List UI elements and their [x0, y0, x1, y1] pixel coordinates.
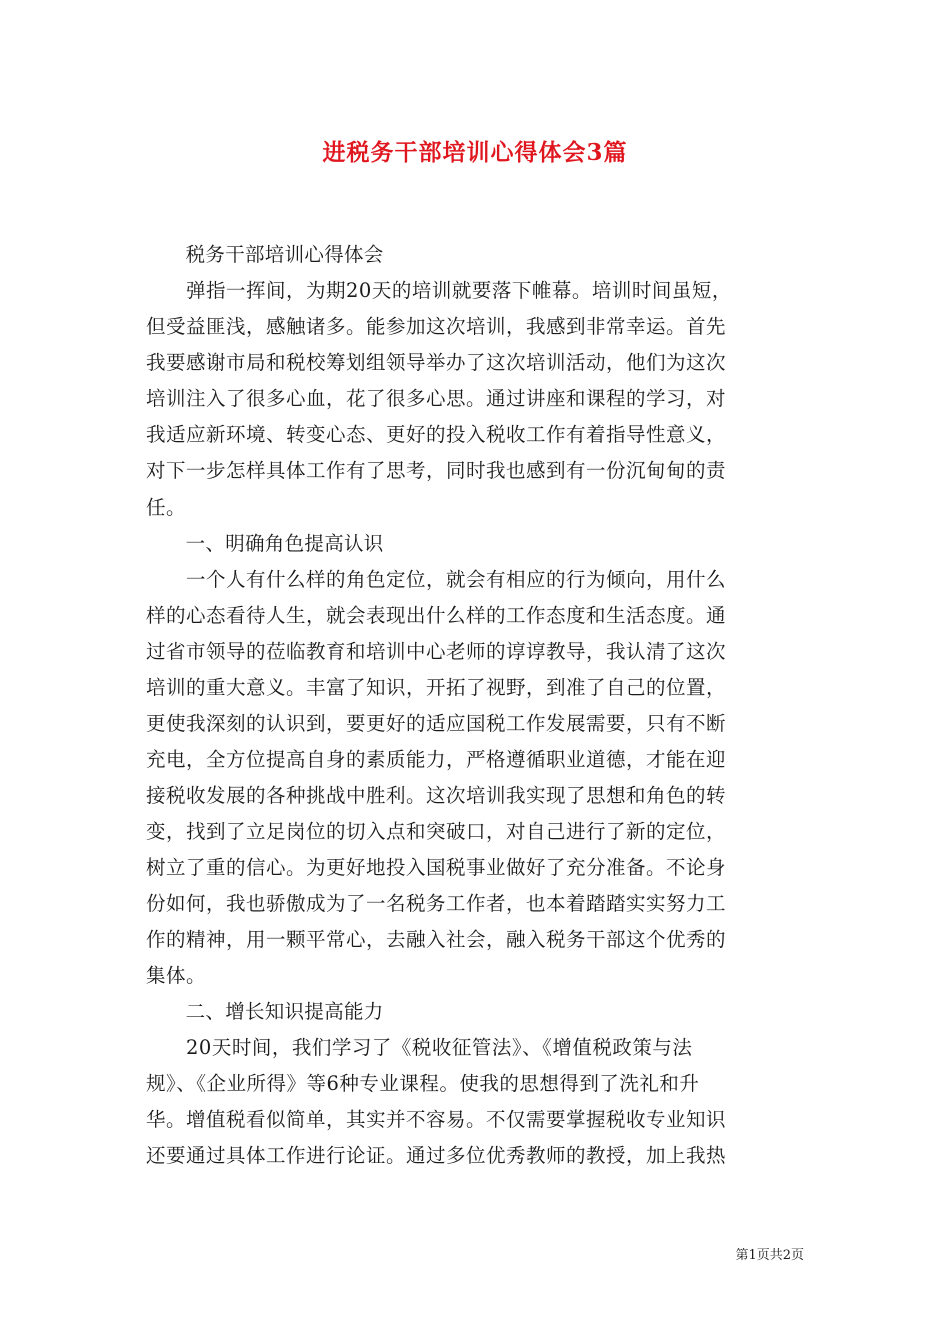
paragraph-line: 培训的重大意义。丰富了知识，开拓了视野，到准了自己的位置， — [146, 676, 727, 699]
page-number: 第1页共2页 — [735, 1248, 804, 1263]
paragraph-line: 任。 — [146, 496, 187, 519]
section-heading: 一、明确角色提高认识 — [146, 532, 384, 555]
paragraph-line: 充电，全方位提高自身的素质能力，严格遵循职业道德，才能在迎 — [146, 748, 727, 771]
paragraph-line: 变，找到了立足岗位的切入点和突破口，对自己进行了新的定位， — [146, 820, 727, 843]
paragraph-line: 还要通过具体工作进行论证。通过多位优秀教师的教授，加上我热 — [146, 1144, 727, 1167]
paragraph-line: 20天时间，我们学习了《税收征管法》、《增值税政策与法 — [146, 1036, 693, 1059]
paragraph-line: 我要感谢市局和税校筹划组领导举办了这次培训活动，他们为这次 — [146, 351, 727, 374]
paragraph-line: 我适应新环境、转变心态、更好的投入税收工作有着指导性意义， — [146, 423, 727, 446]
paragraph-line: 更使我深刻的认识到，要更好的适应国税工作发展需要，只有不断 — [146, 712, 727, 735]
paragraph-line: 一个人有什么样的角色定位，就会有相应的行为倾向，用什么 — [146, 568, 727, 591]
paragraph-line: 集体。 — [146, 964, 207, 987]
paragraph-line: 作的精神，用一颗平常心，去融入社会，融入税务干部这个优秀的 — [146, 928, 727, 951]
section-heading: 税务干部培训心得体会 — [146, 243, 384, 266]
paragraph-line: 但受益匪浅，感触诸多。能参加这次培训，我感到非常幸运。首先 — [146, 315, 727, 338]
paragraph-line: 份如何，我也骄傲成为了一名税务工作者，也本着踏踏实实努力工 — [146, 892, 727, 915]
document-title: 进税务干部培训心得体会3篇 — [322, 139, 628, 166]
paragraph-line: 树立了重的信心。为更好地投入国税事业做好了充分准备。不论身 — [146, 856, 727, 879]
paragraph-line: 培训注入了很多心血，花了很多心思。通过讲座和课程的学习，对 — [146, 387, 727, 410]
paragraph-line: 弹指一挥间，为期20天的培训就要落下帷幕。培训时间虽短， — [146, 279, 732, 302]
paragraph-line: 华。增值税看似简单，其实并不容易。不仅需要掌握税收专业知识 — [146, 1108, 727, 1131]
paragraph-line: 对下一步怎样具体工作有了思考，同时我也感到有一份沉甸甸的责 — [146, 459, 727, 482]
paragraph-line: 规》、《企业所得》等6种专业课程。使我的思想得到了洗礼和升 — [146, 1072, 700, 1095]
paragraph-line: 过省市领导的莅临教育和培训中心老师的谆谆教导，我认清了这次 — [146, 640, 727, 663]
paragraph-line: 样的心态看待人生，就会表现出什么样的工作态度和生活态度。通 — [146, 604, 727, 627]
paragraph-line: 接税收发展的各种挑战中胜利。这次培训我实现了思想和角色的转 — [146, 784, 727, 807]
section-heading: 二、增长知识提高能力 — [146, 1000, 384, 1023]
